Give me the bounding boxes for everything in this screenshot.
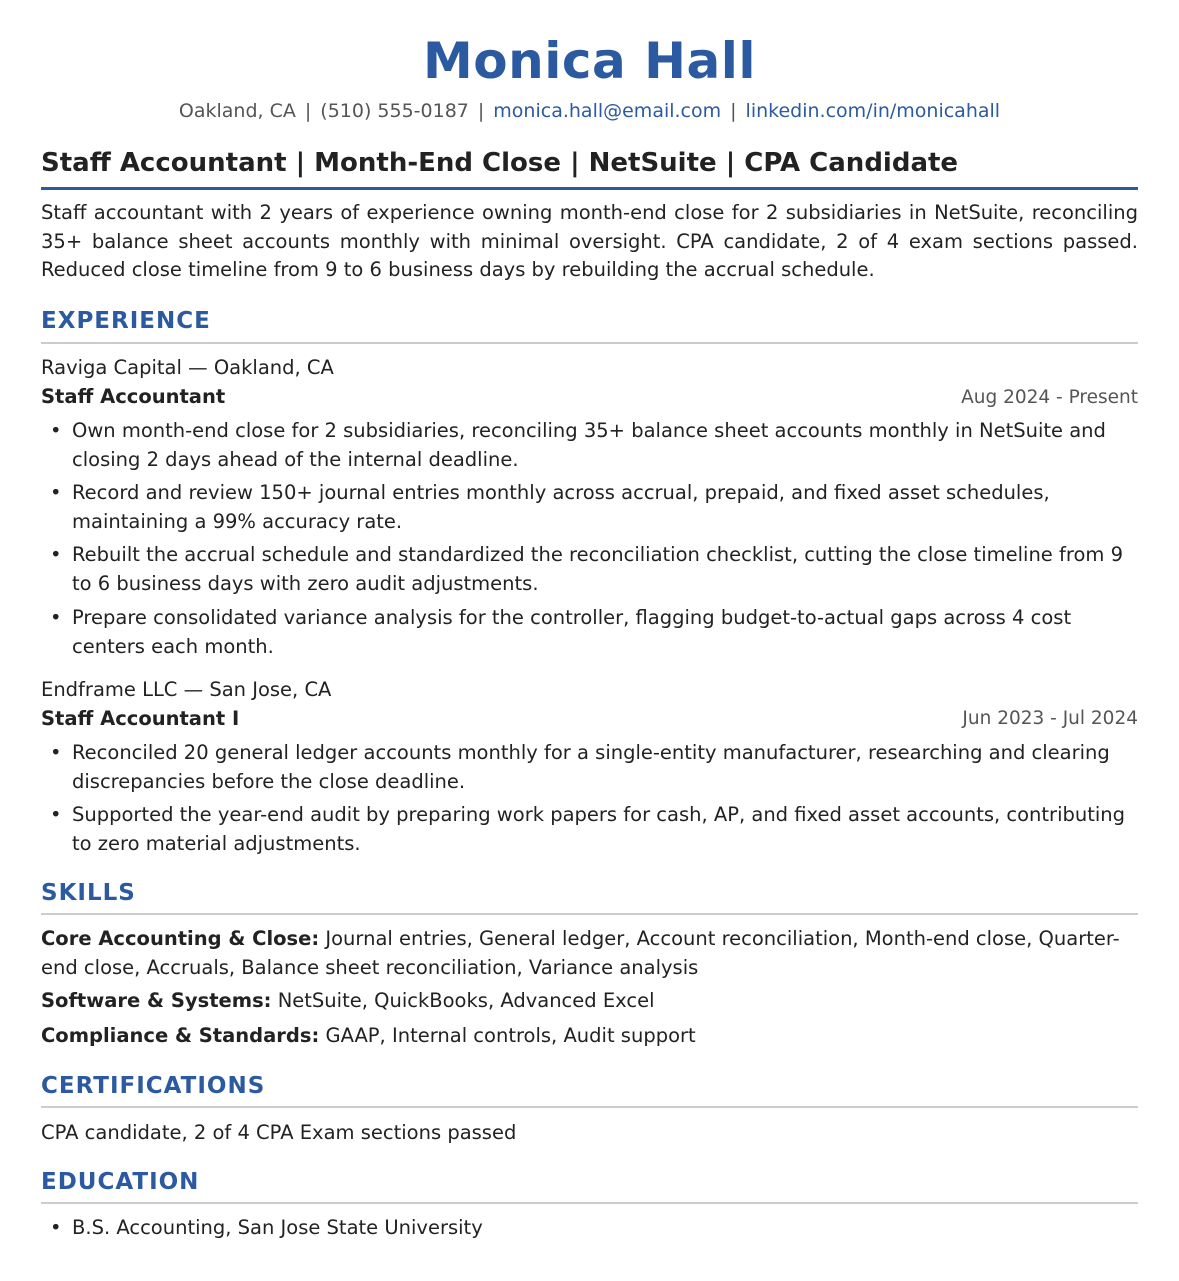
- bullet-icon: •: [50, 741, 62, 764]
- summary-paragraph: Staff accountant with 2 years of experience owning month-end close for 2 subsidiaries in NetSuite, reconciling 35+ balance sheet accounts monthly with minimal oversight. CPA candidate, 2 of 4 exam sections passed. Reduced close timeline from 9 to 6 business days by rebuilding the accrual schedule.: [41, 201, 1138, 281]
- candidate-name: Monica Hall: [423, 32, 756, 90]
- job-bullet: [50, 541, 1130, 598]
- certification-text: CPA candidate, 2 of 4 CPA Exam sections passed: [41, 1121, 517, 1144]
- bullet-icon: •: [50, 606, 62, 629]
- section-divider: [41, 913, 1138, 915]
- skill-value: NetSuite, QuickBooks, Advanced Excel: [277, 989, 655, 1012]
- skill-value: Journal entries, General ledger, Account reconciliation, Month-end close, Quarter-end close, Accruals, Balance sheet reconciliation, Variance analysis: [41, 927, 1120, 979]
- job-title: Staff Accountant I: [41, 707, 240, 730]
- contact-phone: (510) 555-0187: [320, 100, 469, 122]
- headline: Staff Accountant | Month-End Close | NetSuite | CPA Candidate: [41, 148, 959, 178]
- job-bullet: [50, 479, 1130, 536]
- contact-separator: |: [730, 100, 737, 122]
- contact-separator: |: [304, 100, 312, 122]
- section-divider: [41, 1202, 1138, 1204]
- bullet-text: Own month-end close for 2 subsidiaries, reconciling 35+ balance sheet accounts monthly in NetSuite and closing 2 days ahead of the internal deadline.: [72, 419, 1106, 471]
- contact-location: Oakland, CA: [178, 100, 296, 122]
- skill-group: [41, 987, 1138, 1016]
- job-bullet: [50, 417, 1130, 474]
- skill-label: Core Accounting & Close:: [41, 927, 320, 950]
- job-title: Staff Accountant: [41, 385, 226, 408]
- certifications-heading: CERTIFICATIONS: [41, 1073, 266, 1099]
- experience-heading: EXPERIENCE: [41, 308, 211, 334]
- email-link[interactable]: monica.hall@email.com: [493, 100, 722, 122]
- bullet-icon: •: [50, 481, 62, 504]
- bullet-icon: •: [50, 1216, 62, 1239]
- section-divider: [41, 1106, 1138, 1108]
- job-bullet: [50, 801, 1130, 858]
- contact-line: [0, 98, 1179, 124]
- job-company: Raviga Capital — Oakland, CA: [41, 356, 334, 379]
- job-dates: Aug 2024 - Present: [961, 387, 1138, 408]
- skill-label: Compliance & Standards:: [41, 1024, 320, 1047]
- job-bullet: [50, 739, 1130, 796]
- bullet-text: Supported the year-end audit by preparing work papers for cash, AP, and fixed asset accounts, contributing to zero material adjustments.: [72, 803, 1126, 855]
- skill-group: [41, 1022, 1138, 1051]
- bullet-text: Record and review 150+ journal entries monthly across accrual, prepaid, and fixed asset schedules, maintaining a 99% accuracy rate.: [72, 481, 1050, 533]
- job-bullet: [50, 604, 1130, 661]
- bullet-text: Rebuilt the accrual schedule and standardized the reconciliation checklist, cutting the close timeline from 9 to 6 business days with zero audit adjustments.: [72, 543, 1123, 595]
- bullet-icon: •: [50, 803, 62, 826]
- skill-group: [41, 925, 1138, 982]
- bullet-text: Reconciled 20 general ledger accounts monthly for a single-entity manufacturer, researching and clearing discrepancies before the close deadline.: [72, 741, 1110, 793]
- bullet-icon: •: [50, 419, 62, 442]
- education-heading: EDUCATION: [41, 1169, 200, 1195]
- job-dates: Jun 2023 - Jul 2024: [962, 708, 1138, 729]
- contact-separator: |: [477, 100, 485, 122]
- job-company: Endframe LLC — San Jose, CA: [41, 678, 332, 701]
- section-divider: [41, 342, 1138, 344]
- bullet-icon: •: [50, 543, 62, 566]
- linkedin-link[interactable]: linkedin.com/in/monicahall: [745, 100, 1001, 122]
- bullet-text: Prepare consolidated variance analysis for the controller, flagging budget-to-actual gaps across 4 cost centers each month.: [72, 606, 1072, 658]
- skill-value: GAAP, Internal controls, Audit support: [325, 1024, 696, 1047]
- education-item: [50, 1214, 1130, 1243]
- skills-heading: SKILLS: [41, 880, 136, 906]
- skill-label: Software & Systems:: [41, 989, 272, 1012]
- headline-divider: [41, 187, 1138, 190]
- education-text: B.S. Accounting, San Jose State University: [72, 1216, 483, 1239]
